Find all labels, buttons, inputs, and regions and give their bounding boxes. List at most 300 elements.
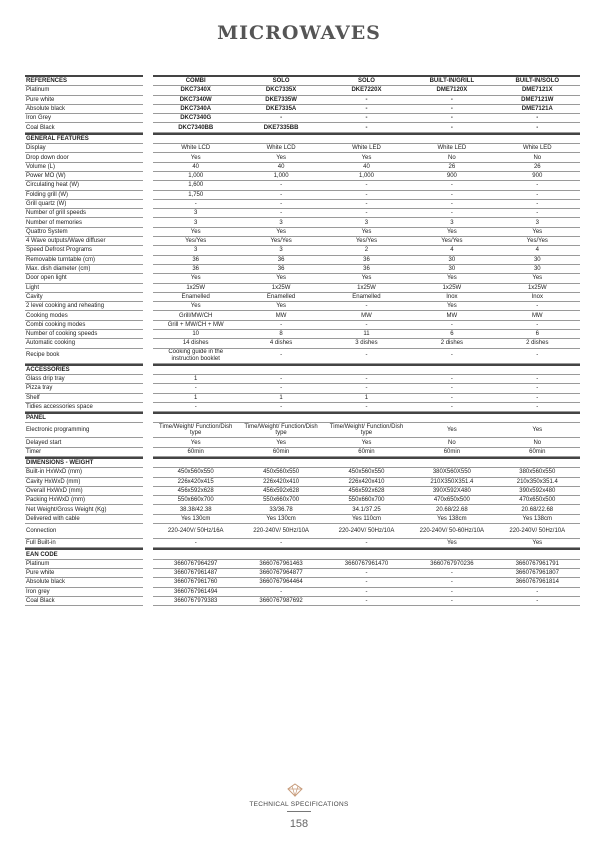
table-cell: DKE7335BB <box>238 123 323 132</box>
column-gap <box>143 284 153 293</box>
column-gap <box>143 384 153 393</box>
table-cell: - <box>409 588 494 597</box>
table-cell: - <box>153 403 238 412</box>
table-cell: - <box>238 181 323 190</box>
table-cell: Yes <box>409 274 494 283</box>
section-header-row <box>25 457 580 468</box>
table-cell: - <box>324 569 409 578</box>
row-label: Net Weight/Gross Weight (Kg) <box>25 505 143 514</box>
table-cell: 38.38/42.38 <box>153 505 238 514</box>
table-cell: Yes 138cm <box>409 515 494 524</box>
table-cell: 3660767961470 <box>324 560 409 569</box>
row-label: Platinum <box>25 560 143 569</box>
table-cell: 1,600 <box>153 181 238 190</box>
table-cell: - <box>495 321 580 330</box>
table-cell: Yes <box>238 302 323 311</box>
table-cell: - <box>495 114 580 123</box>
table-cell: 900 <box>409 172 494 181</box>
column-gap <box>143 515 153 524</box>
table-cell: 4 <box>495 246 580 255</box>
table-cell: - <box>409 403 494 412</box>
table-cell: MW <box>238 311 323 320</box>
table-cell: - <box>238 349 323 364</box>
table-cell: Yes <box>153 274 238 283</box>
row-label: Door open light <box>25 274 143 283</box>
column-gap <box>143 539 153 548</box>
table-cell: 3660767961814 <box>495 578 580 587</box>
table-cell: DKE7335A <box>238 105 323 114</box>
table-cell: - <box>495 349 580 364</box>
table-cell: 1x25W <box>238 284 323 293</box>
row-label: Shelf <box>25 394 143 403</box>
table-cell: 20.68/22.68 <box>495 505 580 514</box>
table-cell: - <box>153 384 238 393</box>
column-gap <box>143 274 153 283</box>
table-row <box>25 468 580 477</box>
column-gap <box>143 438 153 447</box>
section-header-row <box>25 133 580 144</box>
table-row <box>25 256 580 265</box>
section-title: EAN CODE <box>25 548 143 559</box>
table-cell <box>153 133 238 144</box>
row-label: Power MO (W) <box>25 172 143 181</box>
table-cell: - <box>409 96 494 105</box>
table-cell: - <box>324 375 409 384</box>
row-label: Full Built-in <box>25 539 143 548</box>
table-row <box>25 496 580 505</box>
row-label: Quattro System <box>25 228 143 237</box>
table-row <box>25 321 580 330</box>
table-cell: 3 <box>153 209 238 218</box>
table-cell: 220-240V/ 50-60Hz/10A <box>409 524 494 539</box>
table-row <box>25 228 580 237</box>
table-cell: Yes <box>324 274 409 283</box>
table-row <box>25 274 580 283</box>
table-cell: - <box>495 200 580 209</box>
row-label: Max. dish diameter (cm) <box>25 265 143 274</box>
column-gap <box>143 364 153 375</box>
column-gap <box>143 237 153 246</box>
table-cell: - <box>409 394 494 403</box>
section-title: GENERAL FEATURES <box>25 133 143 144</box>
section-header-row <box>25 412 580 423</box>
column-gap <box>143 560 153 569</box>
table-cell <box>409 133 494 144</box>
table-cell: 20.68/22.68 <box>409 505 494 514</box>
column-gap <box>143 172 153 181</box>
table-cell: 1,750 <box>153 191 238 200</box>
table-cell: 3660767961463 <box>238 560 323 569</box>
specifications-table-body <box>25 75 580 606</box>
column-gap <box>143 588 153 597</box>
column-gap <box>143 448 153 457</box>
column-gap <box>143 86 153 95</box>
column-header: BUILT-IN/GRILL <box>409 75 494 86</box>
column-gap <box>143 330 153 339</box>
table-cell: 40 <box>238 163 323 172</box>
table-cell: - <box>495 191 580 200</box>
table-cell <box>409 412 494 423</box>
table-cell: Yes <box>153 153 238 162</box>
table-cell: - <box>409 200 494 209</box>
table-cell: 3660767961791 <box>495 560 580 569</box>
table-cell <box>238 133 323 144</box>
table-cell: 4 <box>409 246 494 255</box>
column-gap <box>143 375 153 384</box>
table-cell: 10 <box>153 330 238 339</box>
table-cell: - <box>409 578 494 587</box>
table-cell: - <box>238 114 323 123</box>
table-row <box>25 438 580 447</box>
table-cell: DME7121X <box>495 86 580 95</box>
table-cell: Yes <box>238 438 323 447</box>
table-cell: 226x420x415 <box>153 478 238 487</box>
table-cell <box>409 548 494 559</box>
table-cell: Yes 130cm <box>238 515 323 524</box>
column-gap <box>143 339 153 348</box>
table-cell: 36 <box>324 256 409 265</box>
column-gap <box>143 496 153 505</box>
table-cell: MW <box>495 311 580 320</box>
table-cell <box>409 457 494 468</box>
table-cell: 3660767964297 <box>153 560 238 569</box>
table-cell: No <box>495 438 580 447</box>
table-cell: - <box>495 123 580 132</box>
table-cell: 3660767987692 <box>238 597 323 606</box>
section-header-row <box>25 548 580 559</box>
table-cell: - <box>409 123 494 132</box>
table-row <box>25 330 580 339</box>
table-cell: - <box>238 191 323 200</box>
table-row <box>25 163 580 172</box>
table-cell: Yes 138cm <box>495 515 580 524</box>
table-cell: DKE7220X <box>324 86 409 95</box>
table-cell: - <box>324 200 409 209</box>
table-cell: 1 <box>238 394 323 403</box>
row-label: Pure white <box>25 96 143 105</box>
table-cell: Time/Weight/ Function/Dish type <box>324 423 409 438</box>
table-cell: Inox <box>495 293 580 302</box>
table-cell: Yes/Yes <box>409 237 494 246</box>
table-cell: 450x560x550 <box>238 468 323 477</box>
table-cell: 210x350x351.4 <box>495 478 580 487</box>
row-label: Electronic programming <box>25 423 143 438</box>
table-cell: 390X592X480 <box>409 487 494 496</box>
row-label: Speed Defrost Programs <box>25 246 143 255</box>
table-cell <box>495 133 580 144</box>
table-cell: DKE7335W <box>238 96 323 105</box>
table-cell: DME7121W <box>495 96 580 105</box>
table-cell: Yes <box>495 228 580 237</box>
table-cell: - <box>409 181 494 190</box>
table-cell <box>324 412 409 423</box>
section-title: REFERENCES <box>25 75 143 86</box>
table-cell: - <box>324 597 409 606</box>
table-cell: 3660767961760 <box>153 578 238 587</box>
section-header-row <box>25 364 580 375</box>
row-label: Circulating heat (W) <box>25 181 143 190</box>
table-cell: - <box>495 394 580 403</box>
column-gap <box>143 349 153 364</box>
footer-label: TECHNICAL SPECIFICATIONS <box>249 801 349 808</box>
table-cell <box>238 457 323 468</box>
table-row <box>25 515 580 524</box>
column-gap <box>143 256 153 265</box>
table-cell: 3 <box>409 218 494 227</box>
table-cell: Yes <box>495 423 580 438</box>
row-label: Number of grill speeds <box>25 209 143 218</box>
table-cell: 1x25W <box>324 284 409 293</box>
table-row <box>25 384 580 393</box>
row-label: Tidies accessories space <box>25 403 143 412</box>
table-cell: Yes/Yes <box>153 237 238 246</box>
table-cell: - <box>238 321 323 330</box>
table-cell: 470x650x500 <box>409 496 494 505</box>
table-cell: DME7120X <box>409 86 494 95</box>
column-gap <box>143 96 153 105</box>
column-gap <box>143 423 153 438</box>
table-cell: 220-240V/ 50Hz/10A <box>495 524 580 539</box>
table-row <box>25 284 580 293</box>
table-cell: - <box>495 375 580 384</box>
table-cell: - <box>409 349 494 364</box>
table-cell: Cooking guide in the instruction booklet <box>153 349 238 364</box>
table-cell: Yes 130cm <box>153 515 238 524</box>
table-cell: - <box>409 321 494 330</box>
table-cell: 456x592x628 <box>324 487 409 496</box>
table-row <box>25 375 580 384</box>
table-cell: Yes <box>495 274 580 283</box>
column-gap <box>143 123 153 132</box>
column-gap <box>143 181 153 190</box>
table-row <box>25 191 580 200</box>
table-cell: 220-240V/ 50Hz/10A <box>324 524 409 539</box>
table-cell: - <box>324 302 409 311</box>
table-row <box>25 478 580 487</box>
table-cell: 3660767961487 <box>153 569 238 578</box>
table-cell: 1,000 <box>238 172 323 181</box>
table-cell: 3660767979383 <box>153 597 238 606</box>
table-cell: 11 <box>324 330 409 339</box>
table-row <box>25 524 580 539</box>
table-cell: 60min <box>495 448 580 457</box>
table-cell: - <box>238 403 323 412</box>
table-cell: - <box>409 597 494 606</box>
table-cell: - <box>409 569 494 578</box>
table-row <box>25 578 580 587</box>
column-gap <box>143 302 153 311</box>
table-cell: - <box>495 597 580 606</box>
row-label: Display <box>25 144 143 153</box>
table-cell: Yes <box>153 302 238 311</box>
table-row <box>25 597 580 606</box>
table-cell: Yes <box>324 228 409 237</box>
table-cell: MW <box>324 311 409 320</box>
table-cell: - <box>324 123 409 132</box>
table-cell: 900 <box>495 172 580 181</box>
table-cell: 380x560x550 <box>495 468 580 477</box>
column-gap <box>143 403 153 412</box>
column-gap <box>143 114 153 123</box>
table-cell: 3 <box>153 246 238 255</box>
table-cell: Yes <box>238 153 323 162</box>
table-cell: - <box>153 539 238 548</box>
row-label: Removable turntable (cm) <box>25 256 143 265</box>
column-gap <box>143 548 153 559</box>
column-gap <box>143 394 153 403</box>
table-row <box>25 448 580 457</box>
table-cell: Yes <box>153 438 238 447</box>
table-cell: 2 dishes <box>409 339 494 348</box>
table-cell: 1 <box>324 394 409 403</box>
table-cell: 456x592x628 <box>153 487 238 496</box>
table-cell: Enamelled <box>238 293 323 302</box>
row-label: Grill quartz (W) <box>25 200 143 209</box>
row-label: Iron grey <box>25 588 143 597</box>
table-cell: 1 <box>153 394 238 403</box>
table-cell: 2 <box>324 246 409 255</box>
table-cell: No <box>409 153 494 162</box>
table-cell: Yes <box>238 274 323 283</box>
table-cell: 36 <box>153 265 238 274</box>
table-cell: Yes/Yes <box>238 237 323 246</box>
table-cell: - <box>409 384 494 393</box>
row-label: Absolute black <box>25 578 143 587</box>
column-gap <box>143 569 153 578</box>
table-row <box>25 181 580 190</box>
table-cell: 33/36.78 <box>238 505 323 514</box>
row-label: Pure white <box>25 569 143 578</box>
table-cell: 220-240V/ 50Hz/16A <box>153 524 238 539</box>
table-cell: - <box>324 349 409 364</box>
section-title: DIMENSIONS - WEIGHT <box>25 457 143 468</box>
table-cell <box>495 412 580 423</box>
column-gap <box>143 505 153 514</box>
column-gap <box>143 578 153 587</box>
table-cell: - <box>324 403 409 412</box>
table-cell: 450x560x550 <box>153 468 238 477</box>
table-cell: 390x592x480 <box>495 487 580 496</box>
table-cell: 3 <box>324 218 409 227</box>
table-cell: Inox <box>409 293 494 302</box>
table-cell: Grill + MW/CH + MW <box>153 321 238 330</box>
column-gap <box>143 412 153 423</box>
table-cell: 60min <box>409 448 494 457</box>
table-cell: - <box>238 375 323 384</box>
table-cell <box>153 364 238 375</box>
table-cell <box>324 133 409 144</box>
table-cell: 60min <box>238 448 323 457</box>
column-gap <box>143 597 153 606</box>
table-cell: White LED <box>324 144 409 153</box>
table-cell: - <box>324 384 409 393</box>
table-cell <box>409 364 494 375</box>
table-cell: DKC7340X <box>153 86 238 95</box>
specifications-table <box>25 75 580 606</box>
row-label: Cavity HxWxD (mm) <box>25 478 143 487</box>
table-cell: - <box>495 588 580 597</box>
table-cell: 3660767970236 <box>409 560 494 569</box>
table-cell: Yes <box>409 228 494 237</box>
table-row <box>25 123 580 132</box>
table-cell: 36 <box>324 265 409 274</box>
table-cell: - <box>495 181 580 190</box>
table-cell: Yes <box>409 302 494 311</box>
table-cell: 60min <box>153 448 238 457</box>
table-row <box>25 505 580 514</box>
table-cell: 30 <box>495 256 580 265</box>
table-cell: - <box>495 384 580 393</box>
row-label: Coal Black <box>25 123 143 132</box>
page-title: MICROWAVES <box>217 22 381 44</box>
column-gap <box>143 75 153 86</box>
table-cell: - <box>495 209 580 218</box>
row-label: Cooking modes <box>25 311 143 320</box>
table-cell: - <box>324 539 409 548</box>
table-row <box>25 265 580 274</box>
table-cell: - <box>238 588 323 597</box>
table-cell: - <box>495 403 580 412</box>
row-label: Number of cooking speeds <box>25 330 143 339</box>
column-gap <box>143 209 153 218</box>
column-gap <box>143 246 153 255</box>
section-header-row <box>25 75 580 86</box>
table-cell <box>153 457 238 468</box>
table-cell: Yes <box>324 153 409 162</box>
table-cell: 1,000 <box>153 172 238 181</box>
table-cell: 550x660x700 <box>238 496 323 505</box>
table-cell: DKC7340BB <box>153 123 238 132</box>
table-row <box>25 105 580 114</box>
table-cell: 226x420x410 <box>324 478 409 487</box>
row-label: Coal Black <box>25 597 143 606</box>
table-cell: 550x660x700 <box>324 496 409 505</box>
table-cell: White LED <box>409 144 494 153</box>
table-cell: DME7121A <box>495 105 580 114</box>
table-cell: Grill/MW/CH <box>153 311 238 320</box>
table-row <box>25 487 580 496</box>
table-cell: - <box>324 96 409 105</box>
table-cell: - <box>409 114 494 123</box>
table-row <box>25 237 580 246</box>
table-row <box>25 339 580 348</box>
table-cell: - <box>153 200 238 209</box>
table-cell: 3 <box>238 246 323 255</box>
table-row <box>25 588 580 597</box>
table-cell: 36 <box>238 256 323 265</box>
table-cell <box>324 457 409 468</box>
table-cell: 226x420x410 <box>238 478 323 487</box>
table-cell <box>324 364 409 375</box>
table-row <box>25 311 580 320</box>
table-cell: MW <box>409 311 494 320</box>
table-cell: - <box>324 578 409 587</box>
row-label: Glass drip tray <box>25 375 143 384</box>
column-gap <box>143 228 153 237</box>
table-row <box>25 349 580 364</box>
table-cell: 3 <box>495 218 580 227</box>
table-cell: White LCD <box>153 144 238 153</box>
row-label: Automatic cooking <box>25 339 143 348</box>
table-cell: 456x592x628 <box>238 487 323 496</box>
column-gap <box>143 144 153 153</box>
table-cell: Yes <box>495 539 580 548</box>
table-cell <box>153 412 238 423</box>
table-cell: DKC7340G <box>153 114 238 123</box>
section-title: ACCESSORIES <box>25 364 143 375</box>
row-label: 2 level cooking and reheating <box>25 302 143 311</box>
table-cell: 26 <box>495 163 580 172</box>
